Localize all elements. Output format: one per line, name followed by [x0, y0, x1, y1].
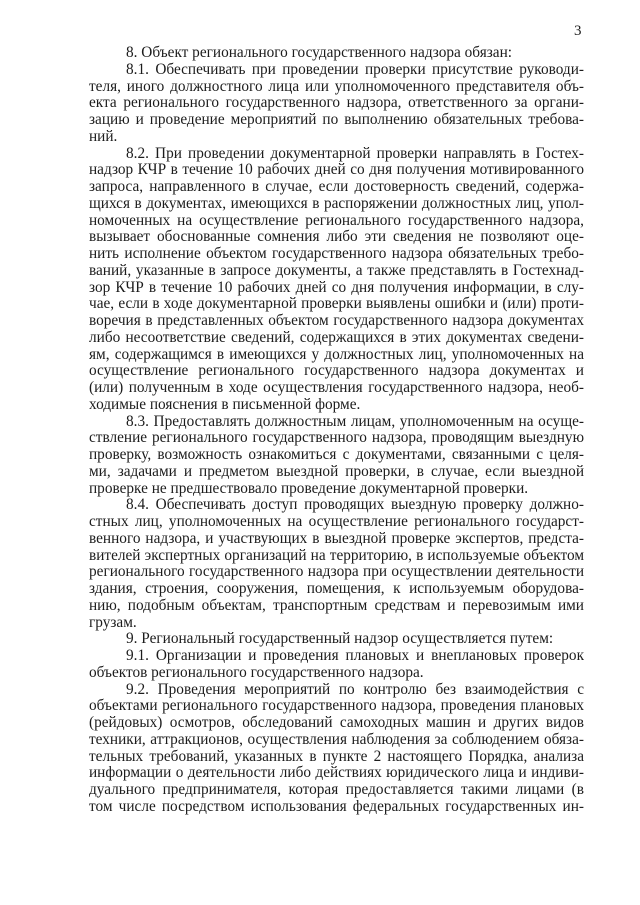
text-line: ходимые пояснения в письменной форме.: [89, 396, 361, 413]
text-line: надзор КЧР в течение 10 рабочих дней со дня получения мотивированного: [89, 162, 584, 179]
text-line: вызывает обоснованные сомнения либо эти сведения не позволяют оце-: [89, 229, 584, 246]
text-line: 8.4. Обеспечивать доступ проводящих выездную проверку должно-: [126, 497, 584, 514]
text-line: теля, иного должностного лица или уполномоченного представителя объ-: [89, 78, 584, 95]
text-line: 9. Региональный государственный надзор осуществляется путем:: [126, 631, 554, 648]
text-line: зор КЧР в течение 10 рабочих дней со дня получения информации, в слу-: [89, 279, 584, 296]
text-line: здания, строения, сооружения, помещения, к используемым оборудова-: [89, 581, 584, 597]
text-line: ствление регионального государственного надзора, проводящим выездную: [89, 430, 584, 447]
text-line: тельных требований, указанных в пункте 2 настоящего Порядка, анализа: [89, 748, 584, 765]
text-line: ми, задачами и предметом выездной проверки, в случае, если выездной: [89, 463, 584, 480]
text-line: объектами регионального государственного надзора, проведения плановых: [89, 698, 584, 715]
text-line: техники, аттракционов, осуществления наблюдения за соблюдением обяза-: [89, 731, 584, 748]
text-line: либо несоответствие сведений, содержащихся в этих документах сведени-: [89, 329, 584, 346]
text-line: 9.2. Проведения мероприятий по контролю без взаимодействия с: [126, 681, 584, 698]
text-line: ям, содержащимся в имеющихся у должностных лиц, уполномоченных на: [89, 346, 584, 363]
text-line: стных лиц, уполномоченных на осуществление регионального государст-: [89, 514, 584, 530]
text-line: щихся в документах, имеющихся в распоряжении должностных лиц, упол-: [89, 195, 584, 212]
text-line: объектов регионального государственного надзора.: [89, 664, 424, 681]
text-line: осуществление регионального государственного надзора документах и: [89, 363, 584, 380]
text-line: чае, если в ходе документарной проверки выявлены ошибки и (или) проти-: [89, 296, 584, 313]
page-number: 3: [574, 23, 582, 39]
text-line: (рейдовых) осмотров, обследований самоходных машин и других видов: [89, 715, 584, 731]
text-line: вителей экспертных организаций на территорию, в используемые объектом: [89, 547, 584, 564]
text-line: ваний, указанные в запросе документы, а также представлять в Гостехнад-: [89, 262, 584, 279]
text-line: нию, подобным объектам, транспортным средствам и перевозимым ими: [89, 597, 584, 614]
text-line: том числе посредством использования федеральных государственных ин-: [89, 798, 584, 815]
text-line: регионального государственного надзора при осуществлении деятельности: [89, 564, 584, 581]
text-line: ний.: [89, 128, 118, 145]
text-line: воречия в представленных объектом государственного надзора документах: [89, 313, 584, 329]
text-line: проверку, возможность ознакомиться с документами, связанными с целя-: [89, 447, 584, 463]
text-line: информации о деятельности либо действиях юридического лица и индиви-: [89, 765, 584, 782]
document-body: [89, 45, 584, 816]
text-line: 8. Объект регионального государственного надзора обязан:: [126, 45, 513, 61]
text-line: грузам.: [89, 614, 137, 631]
text-line: 8.3. Предоставлять должностным лицам, уполномоченным на осуще-: [126, 413, 584, 430]
text-line: (или) полученным в ходе осуществления государственного надзора, необ-: [89, 380, 584, 396]
text-line: запроса, направленного в случае, если достоверность сведений, содержа-: [89, 179, 584, 195]
text-line: екта регионального государственного надзора, ответственного за органи-: [89, 95, 584, 112]
text-line: зацию и проведение мероприятий по выполнению обязательных требова-: [89, 112, 584, 128]
text-line: 8.2. При проведении документарной проверки направлять в Гостех-: [126, 145, 584, 162]
text-line: 8.1. Обеспечивать при проведении проверки присутствие руководи-: [126, 61, 584, 78]
text-line: нить исполнение объектом государственного надзора обязательных требо-: [89, 246, 584, 262]
text-line: проверке не предшествовало проведение документарной проверки.: [89, 480, 529, 497]
text-line: венного надзора, и участвующих в выездной проверке экспертов, предста-: [89, 530, 584, 547]
text-line: 9.1. Организации и проведения плановых и внеплановых проверок: [126, 648, 584, 664]
text-line: номоченных на осуществление регионального государственного надзора,: [89, 212, 584, 229]
text-line: дуального предпринимателя, которая предоставляется такими лицами (в: [89, 782, 584, 798]
